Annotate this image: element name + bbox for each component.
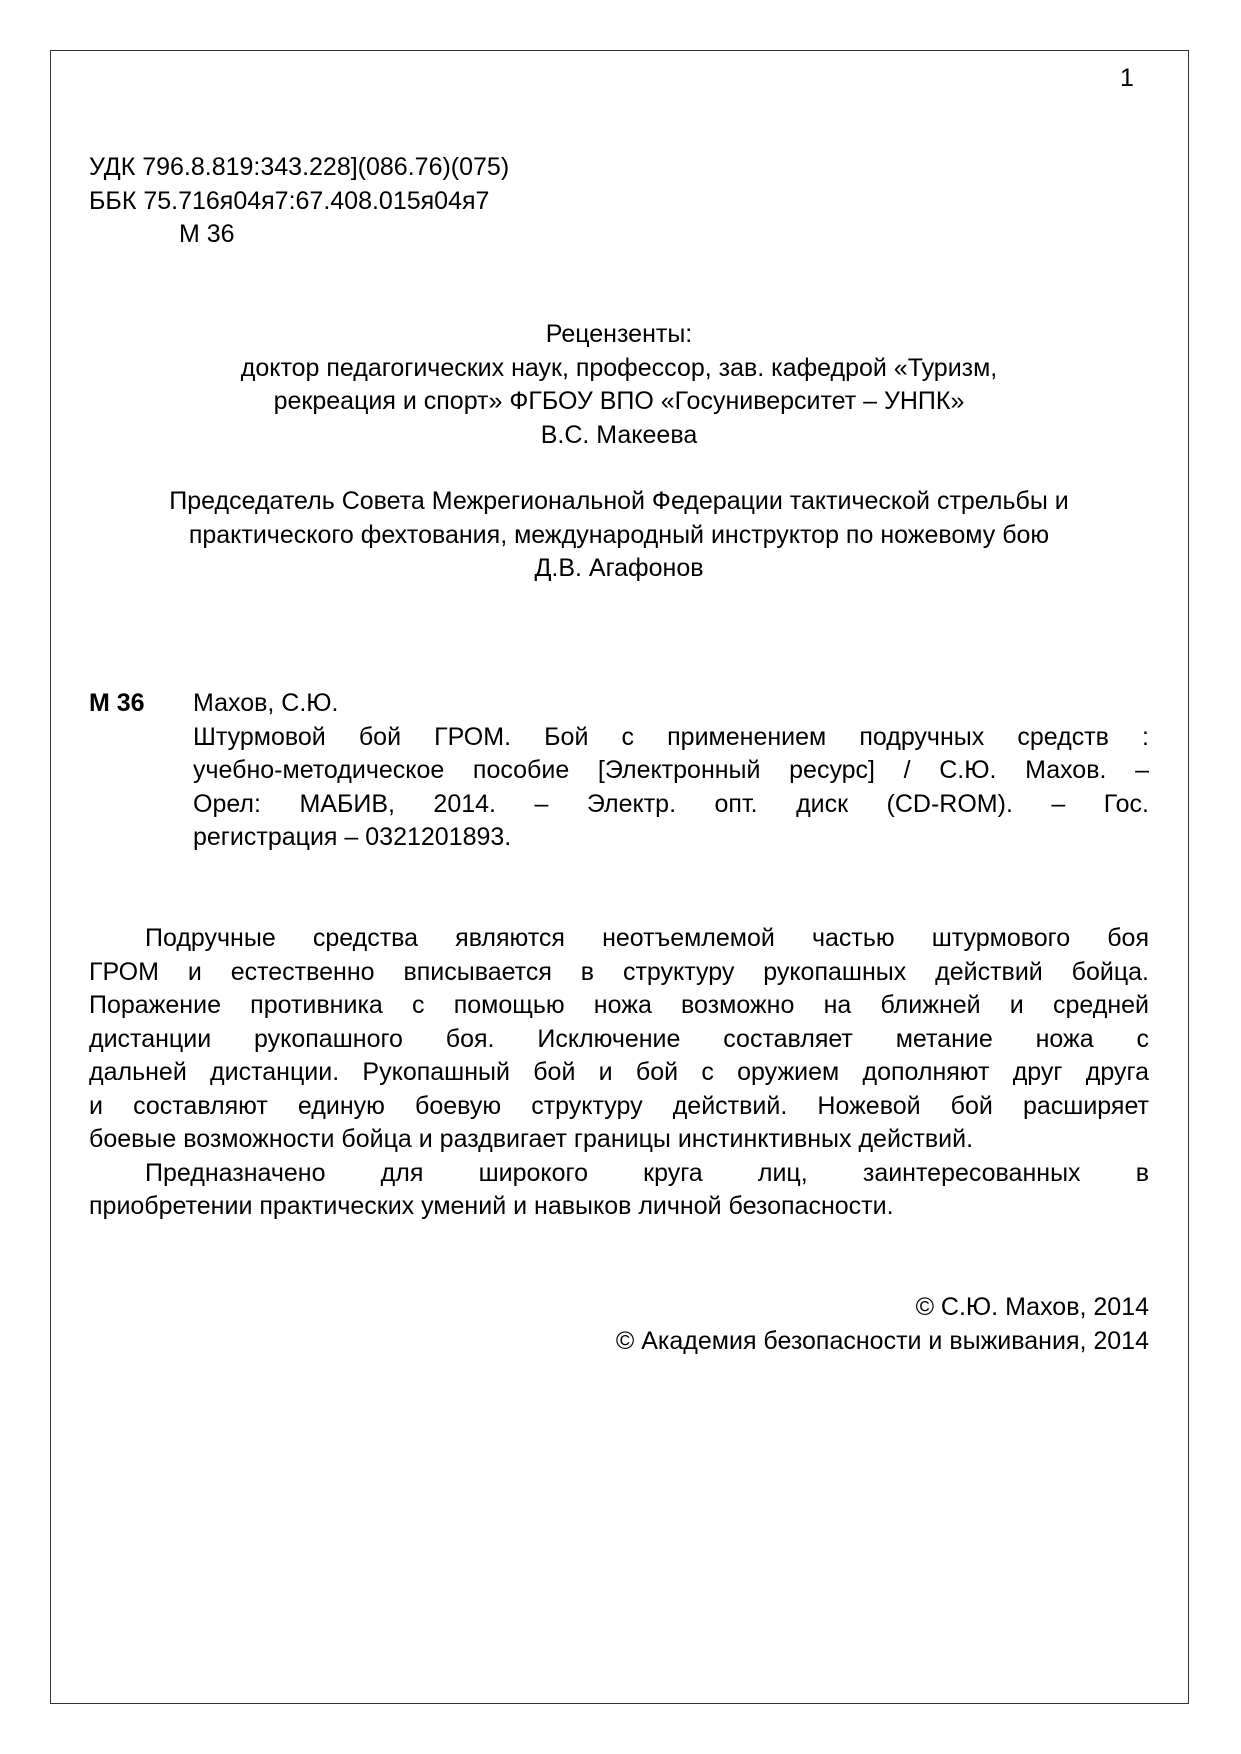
reviewers-heading: Рецензенты: xyxy=(545,320,693,348)
abstract-line: дистанции рукопашного боя. Исключение составляет метание ножа с xyxy=(89,1024,1149,1053)
reviewer2-line: практического фехтования, международный инструктор по ножевому бою xyxy=(188,520,1050,549)
copyright-block xyxy=(89,1291,1149,1358)
copyright-publisher: © Академия безопасности и выживания, 2014 xyxy=(615,1326,1149,1355)
bib-line: регистрация – 0321201893. xyxy=(193,823,512,851)
bib-line: Штурмовой бой ГРОМ. Бой с применением подручных средств : xyxy=(193,722,1149,751)
abstract xyxy=(89,922,1149,1224)
bib-line: учебно-методическое пособие [Электронный ресурс] / С.Ю. Махов. – xyxy=(193,756,1149,784)
abstract-line: Подручные средства являются неотъемлемой частью штурмового боя xyxy=(145,924,1149,952)
bbk-code: ББК 75.716я04я7:67.408.015я04я7 xyxy=(89,186,490,215)
page-border xyxy=(50,50,1189,1704)
classification-block xyxy=(89,151,509,252)
reviewers-block xyxy=(89,318,1149,586)
bib-line: Орел: МАБИВ, 2014. – Электр. опт. диск (CD-ROM). – Гос. xyxy=(193,789,1149,818)
abstract-line: приобретении практических умений и навыков личной безопасности. xyxy=(89,1192,894,1220)
abstract-line: дальней дистанции. Рукопашный бой и бой с оружием дополняют друг друга xyxy=(89,1058,1149,1086)
reviewer1-line: рекреация и спорт» ФГБОУ ВПО «Госуниверситет – УНПК» xyxy=(273,387,965,415)
abstract-line: и составляют единую боевую структуру действий. Ножевой бой расширяет xyxy=(89,1091,1149,1120)
author-mark: М 36 xyxy=(179,220,235,248)
reviewer1-name: В.С. Макеева xyxy=(540,420,698,449)
udk-code: УДК 796.8.819:343.228](086.76)(075) xyxy=(89,153,510,181)
bib-author: Махов, С.Ю. xyxy=(193,689,339,717)
bibliographic-entry xyxy=(89,687,1149,855)
copyright-author: © С.Ю. Махов, 2014 xyxy=(915,1293,1149,1321)
abstract-line: Поражение противника с помощью ножа возможно на ближней и средней xyxy=(89,991,1149,1019)
abstract-line: Предназначено для широкого круга лиц, заинтересованных в xyxy=(145,1158,1149,1187)
reviewer2-name: Д.В. Агафонов xyxy=(534,554,704,582)
reviewer2-line: Председатель Совета Межрегиональной Федерации тактической стрельбы и xyxy=(169,487,1069,515)
page-number: 1 xyxy=(1120,64,1134,92)
abstract-line: ГРОМ и естественно вписывается в структуру рукопашных действий бойца. xyxy=(89,957,1149,986)
bib-mark: М 36 xyxy=(89,689,145,717)
reviewer1-line: доктор педагогических наук, профессор, зав. кафедрой «Туризм, xyxy=(240,353,998,382)
abstract-line: боевые возможности бойца и раздвигает границы инстинктивных действий. xyxy=(89,1125,974,1153)
